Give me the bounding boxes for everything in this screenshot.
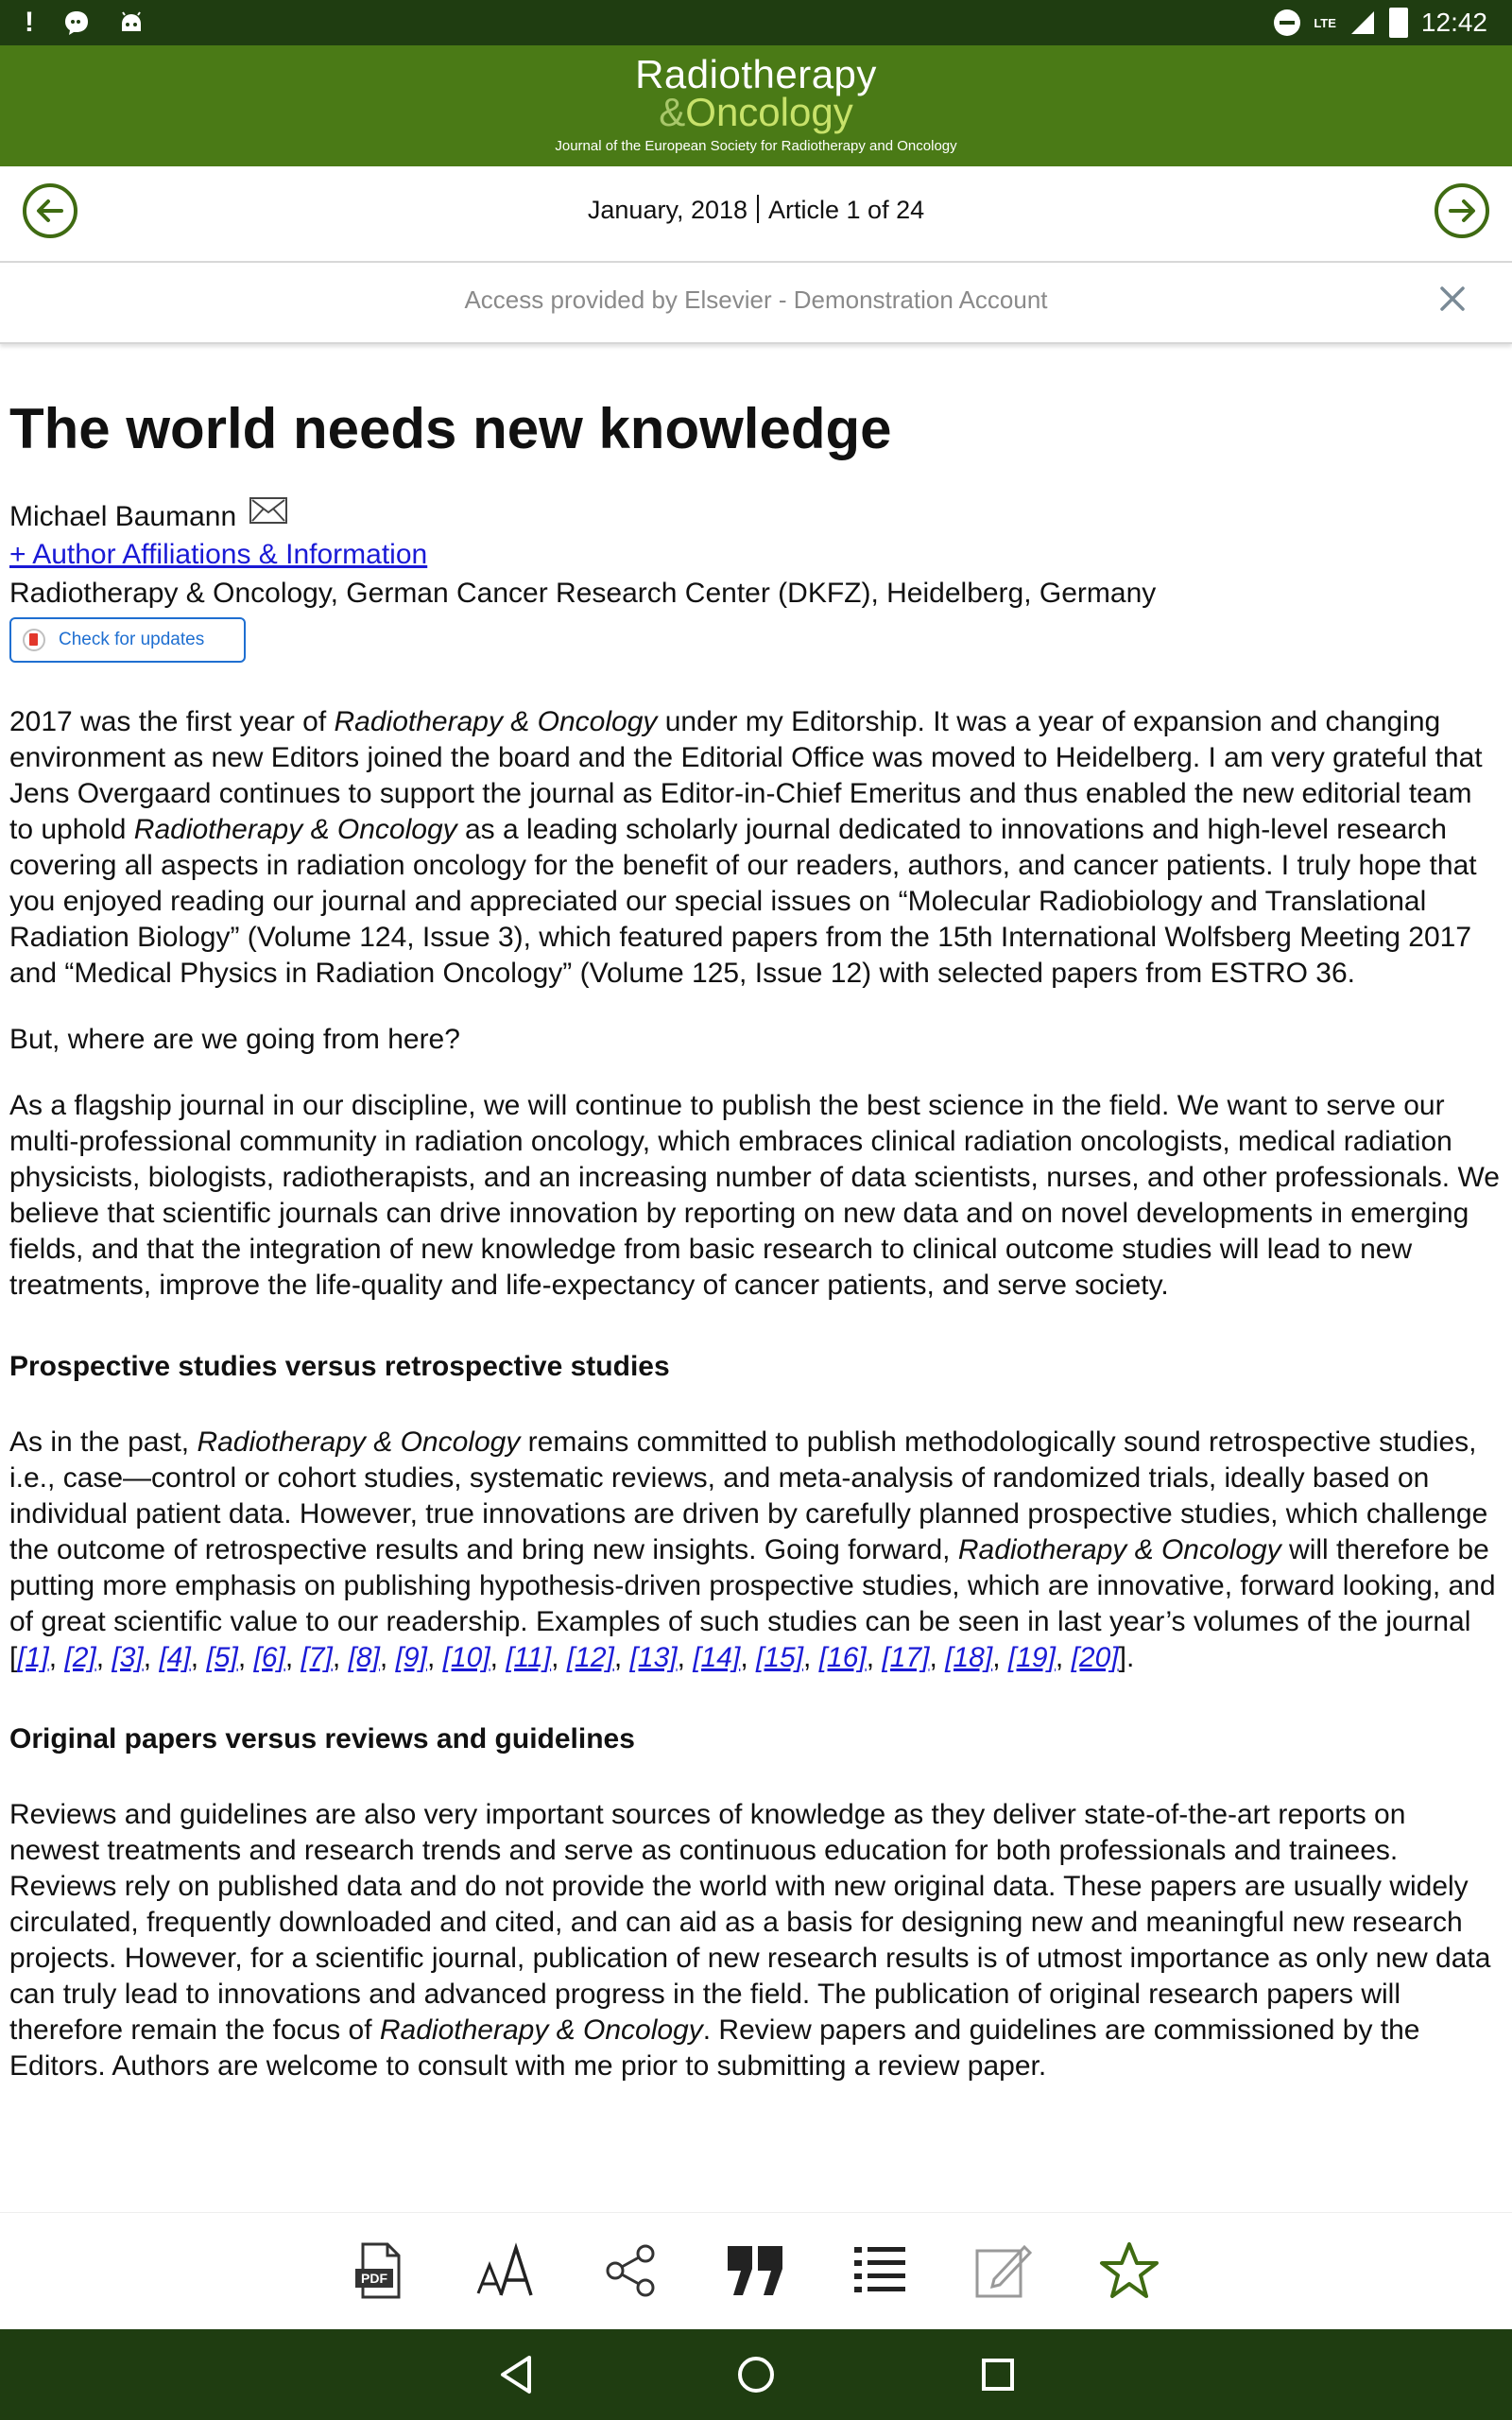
paragraph-5: Reviews and guidelines are also very important sources of knowledge as they deliver state-of-the-art reports on newest treatments and research trends and serve as continuous education for both professionals and trainees. Reviews rely on published data and do not provide the world with new original data. These papers are usually widely circulated, frequently downloaded and cited, and can aid as a basis for designing new and meaningful new research projects. However, for a scientific journal, publication of new research results is of utmost importance as only new data can truly lead to innovations and advanced progress in the field. The publication of original research papers will therefore remain the focus of Radiotherapy & Oncology. Review papers and guidelines are commissioned by the Editors. Authors are welcome to consult with me prior to submitting a review paper.: [9, 1799, 1491, 2082]
reference-link[interactable]: [15]: [755, 1642, 804, 1673]
reference-link[interactable]: [17]: [882, 1642, 930, 1673]
quote-icon[interactable]: [723, 2238, 789, 2304]
reference-link[interactable]: [5]: [206, 1642, 238, 1673]
reference-link[interactable]: [9]: [395, 1642, 427, 1673]
check-for-updates-button[interactable]: [9, 617, 246, 663]
reference-link[interactable]: [3]: [112, 1642, 144, 1673]
journal-title-oncology: Oncology: [685, 90, 853, 134]
reference-link[interactable]: [19]: [1007, 1642, 1056, 1673]
reference-link[interactable]: [4]: [159, 1642, 191, 1673]
network-type: LTE: [1314, 15, 1336, 30]
journal-name: Radiotherapy & Oncology: [334, 706, 658, 737]
pdf-label: PDF: [361, 2271, 387, 2286]
access-banner: [0, 267, 1512, 344]
home-icon[interactable]: [730, 2348, 782, 2401]
back-icon[interactable]: [490, 2348, 542, 2401]
reference-link[interactable]: [12]: [566, 1642, 614, 1673]
close-icon[interactable]: [1436, 278, 1469, 325]
reference-link[interactable]: [7]: [301, 1642, 333, 1673]
journal-title-amp: &: [659, 90, 686, 134]
reference-link[interactable]: [6]: [253, 1642, 285, 1673]
issue-date: January, 2018: [587, 196, 748, 224]
reference-link[interactable]: [16]: [818, 1642, 867, 1673]
journal-header: [0, 45, 1512, 166]
reference-link[interactable]: [1]: [17, 1642, 49, 1673]
notes-icon[interactable]: [971, 2238, 1037, 2304]
check-for-updates-label: Check for updates: [59, 630, 205, 649]
paragraph-1: 2017 was the first year of Radiotherapy & Oncology under my Editorship. It was a year of expansion and changing environment as new Editors joined the board and the Editorial Office was moved to Heidelberg. I am very grateful that Jens Overgaard continues to support the journal as Editor-in-Chief Emeritus and thus enabled the new editorial team to uphold Radiotherapy & Oncology as a leading scholarly journal dedicated to innovations and high-level research covering all aspects in radiation oncology for the benefit of our readers, authors, and cancer patients. I truly hope that you enjoyed reading our journal and appreciated our special issues on “Molecular Radiobiology and Translational Radiation Biology” (Volume 124, Issue 3), which featured papers from the 15th International Wolfsberg Meeting 2017 and “Medical Physics in Radiation Oncology” (Volume 125, Issue 12) with selected papers from ESTRO 36.: [9, 706, 1483, 989]
arrow-right-icon: [1445, 194, 1479, 228]
reference-link[interactable]: [20]: [1071, 1642, 1119, 1673]
clock: 12:42: [1420, 8, 1487, 37]
reference-link[interactable]: [8]: [348, 1642, 380, 1673]
author-affiliations-link[interactable]: + Author Affiliations & Information: [9, 539, 428, 570]
reference-list: [1], [2], [3], [4], [5], [6], [7], [8], [9], [10], [11], [12], [13], [14], [15], [16], [17], [18], [19], [20]: [17, 1642, 1119, 1673]
journal-name: Radiotherapy & Oncology: [197, 1426, 521, 1458]
section-heading-original-papers: Original papers versus reviews and guidelines: [9, 1723, 635, 1754]
journal-name: Radiotherapy & Oncology: [379, 2014, 703, 2046]
journal-subtitle: Journal of the European Society for Radiotherapy and Oncology: [555, 138, 957, 154]
paragraph-4: As in the past, Radiotherapy & Oncology remains committed to publish methodologically sound retrospective studies, i.e., case—control or cohort studies, systematic reviews, and meta-analysis of randomized trials, ideally based on individual patient data. However, true innovations are driven by carefully planned prospective studies, which challenge the outcome of retrospective results and bring new insights. Going forward, Radiotherapy & Oncology will therefore be putting more emphasis on publishing hypothesis-driven prospective studies, which are innovative, forward looking, and of great scientific value to our readership. Examples of such studies can be seen in last year’s volumes of the journal [[1], [2], [3], [4], [5], [6], [7], [8], [9], [10], [11], [12], [13], [14], [15], [16], [17], [18], [19], [20]].: [9, 1426, 1496, 1673]
author-affiliation: Radiotherapy & Oncology, German Cancer Research Center (DKFZ), Heidelberg, Germany: [9, 578, 1157, 609]
do-not-disturb-icon: [1274, 9, 1300, 36]
author-line: [9, 497, 1503, 536]
reference-link[interactable]: [11]: [506, 1642, 552, 1673]
signal-icon: [1349, 9, 1376, 36]
article-nav-bar: [0, 166, 1512, 263]
recents-icon[interactable]: [971, 2348, 1024, 2401]
paragraph-2: But, where are we going from here?: [9, 1024, 460, 1055]
outline-icon[interactable]: [848, 2238, 914, 2304]
access-banner-text: Access provided by Elsevier - Demonstration Account: [464, 285, 1048, 314]
journal-name: Radiotherapy & Oncology: [133, 814, 457, 845]
reference-link[interactable]: [10]: [442, 1642, 490, 1673]
next-article-button[interactable]: [1435, 183, 1489, 238]
status-right-icons: [1274, 8, 1512, 38]
alert-icon: !: [25, 7, 34, 38]
font-size-icon[interactable]: [472, 2238, 539, 2304]
issue-info: [0, 195, 1512, 225]
reference-link[interactable]: [13]: [629, 1642, 678, 1673]
status-left-icons: [0, 7, 144, 39]
author-name[interactable]: Michael Baumann: [9, 501, 237, 532]
email-icon[interactable]: [249, 497, 287, 524]
share-icon[interactable]: [597, 2238, 663, 2304]
pdf-icon[interactable]: [345, 2238, 411, 2304]
article-body: [9, 378, 1503, 2207]
favorite-icon[interactable]: [1096, 2238, 1162, 2304]
article-toolbar: [0, 2212, 1512, 2330]
issue-separator: [757, 195, 759, 223]
journal-name: Radiotherapy & Oncology: [957, 1534, 1281, 1565]
android-nav-bar: [0, 2329, 1512, 2420]
paragraph-3: As a flagship journal in our discipline, we will continue to publish the best science in the field. We want to serve our multi-professional community in radiation oncology, which embraces clinical radiation oncologists, medical radiation physicists, biologists, radiotherapists, and an increasing number of data scientists, nurses, and other professionals. We believe that scientific journals can drive innovation by reporting on new data and on novel developments in emerging fields, and that the integration of new knowledge from basic research to clinical outcome studies will lead to new treatments, improve the life-quality and life-expectancy of cancer patients, and serve society.: [9, 1090, 1500, 1301]
reference-link[interactable]: [18]: [945, 1642, 993, 1673]
status-bar: [0, 0, 1512, 45]
android-icon: [119, 10, 144, 35]
journal-title-line1: Radiotherapy: [635, 52, 877, 96]
article-title: The world needs new knowledge: [9, 397, 892, 460]
reference-link[interactable]: [2]: [64, 1642, 96, 1673]
article-position: Article 1 of 24: [768, 196, 925, 224]
reference-link[interactable]: [14]: [693, 1642, 741, 1673]
section-heading-prospective: Prospective studies versus retrospective studies: [9, 1351, 670, 1382]
battery-icon: [1389, 8, 1408, 38]
check-updates-icon: [23, 629, 45, 651]
journal-title-line2: [0, 91, 1512, 134]
chat-icon: [62, 9, 91, 37]
